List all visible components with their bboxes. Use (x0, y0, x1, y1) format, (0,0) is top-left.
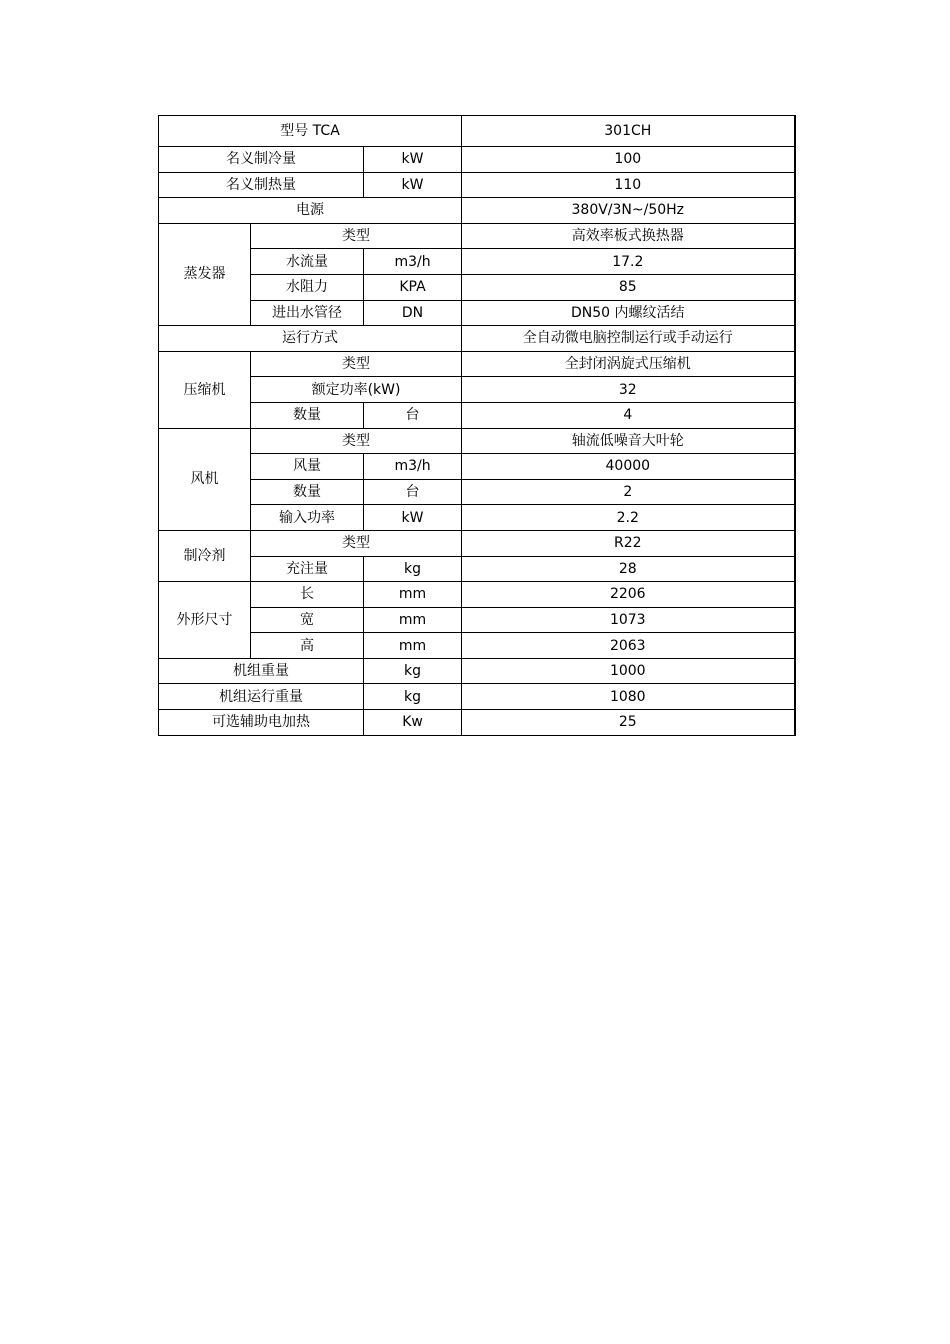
aux-heater-unit: Kw (364, 710, 462, 736)
water-flow-label: 水流量 (251, 249, 364, 275)
length-label: 长 (251, 582, 364, 608)
fan-quantity-label: 数量 (251, 479, 364, 505)
water-resistance-label: 水阻力 (251, 274, 364, 300)
aux-heater-label: 可选辅助电加热 (159, 710, 364, 736)
table-row (159, 326, 795, 352)
pipe-diameter-label: 进出水管径 (251, 300, 364, 326)
table-row (159, 172, 795, 198)
table-row (159, 249, 795, 275)
evaporator-group: 蒸发器 (159, 223, 251, 325)
table-row (159, 633, 795, 659)
compressor-type-value: 全封闭涡旋式压缩机 (462, 351, 795, 377)
compressor-group: 压缩机 (159, 351, 251, 428)
charge-unit: kg (364, 556, 462, 582)
table-row (159, 274, 795, 300)
length-unit: mm (364, 582, 462, 608)
table-row (159, 377, 795, 403)
height-unit: mm (364, 633, 462, 659)
model-value: 301CH (462, 116, 795, 147)
evaporator-type-label: 类型 (251, 223, 462, 249)
cooling-capacity-unit: kW (364, 147, 462, 173)
compressor-quantity-unit: 台 (364, 402, 462, 428)
table-row (159, 402, 795, 428)
fan-type-label: 类型 (251, 428, 462, 454)
fan-quantity-value: 2 (462, 479, 795, 505)
table-row (159, 147, 795, 173)
refrigerant-type-value: R22 (462, 530, 795, 556)
compressor-quantity-value: 4 (462, 402, 795, 428)
table-row (159, 556, 795, 582)
evaporator-type-value: 高效率板式换热器 (462, 223, 795, 249)
table-row (159, 479, 795, 505)
table-row (159, 454, 795, 480)
height-value: 2063 (462, 633, 795, 659)
table-row (159, 198, 795, 224)
unit-weight-unit: kg (364, 658, 462, 684)
pipe-diameter-value: DN50 内螺纹活结 (462, 300, 795, 326)
pipe-diameter-unit: DN (364, 300, 462, 326)
table-row (159, 658, 795, 684)
operation-mode-label: 运行方式 (159, 326, 462, 352)
water-flow-unit: m3/h (364, 249, 462, 275)
model-label: 型号 TCA (159, 116, 462, 147)
charge-label: 充注量 (251, 556, 364, 582)
cooling-capacity-label: 名义制冷量 (159, 147, 364, 173)
table-row (159, 684, 795, 710)
heating-capacity-label: 名义制热量 (159, 172, 364, 198)
refrigerant-type-label: 类型 (251, 530, 462, 556)
power-supply-value: 380V/3N~/50Hz (462, 198, 795, 224)
heating-capacity-value: 110 (462, 172, 795, 198)
fan-group: 风机 (159, 428, 251, 530)
water-resistance-unit: KPA (364, 274, 462, 300)
width-value: 1073 (462, 607, 795, 633)
air-flow-unit: m3/h (364, 454, 462, 480)
table-row (159, 428, 795, 454)
input-power-value: 2.2 (462, 505, 795, 531)
power-supply-label: 电源 (159, 198, 462, 224)
air-flow-value: 40000 (462, 454, 795, 480)
table-row (159, 116, 795, 147)
width-unit: mm (364, 607, 462, 633)
table-row (159, 300, 795, 326)
table-row (159, 607, 795, 633)
table-row (159, 351, 795, 377)
refrigerant-group: 制冷剂 (159, 530, 251, 581)
operating-weight-label: 机组运行重量 (159, 684, 364, 710)
aux-heater-value: 25 (462, 710, 795, 736)
compressor-quantity-label: 数量 (251, 402, 364, 428)
water-resistance-value: 85 (462, 274, 795, 300)
input-power-label: 输入功率 (251, 505, 364, 531)
table-row (159, 505, 795, 531)
table-row (159, 530, 795, 556)
fan-quantity-unit: 台 (364, 479, 462, 505)
rated-power-label: 额定功率(kW) (251, 377, 462, 403)
spec-sheet (158, 115, 794, 736)
spec-table (158, 115, 796, 736)
width-label: 宽 (251, 607, 364, 633)
cooling-capacity-value: 100 (462, 147, 795, 173)
operating-weight-unit: kg (364, 684, 462, 710)
dimensions-group: 外形尺寸 (159, 582, 251, 659)
fan-type-value: 轴流低噪音大叶轮 (462, 428, 795, 454)
operating-weight-value: 1080 (462, 684, 795, 710)
rated-power-value: 32 (462, 377, 795, 403)
table-row (159, 582, 795, 608)
unit-weight-value: 1000 (462, 658, 795, 684)
table-row (159, 223, 795, 249)
table-row (159, 710, 795, 736)
operation-mode-value: 全自动微电脑控制运行或手动运行 (462, 326, 795, 352)
water-flow-value: 17.2 (462, 249, 795, 275)
charge-value: 28 (462, 556, 795, 582)
air-flow-label: 风量 (251, 454, 364, 480)
heating-capacity-unit: kW (364, 172, 462, 198)
length-value: 2206 (462, 582, 795, 608)
input-power-unit: kW (364, 505, 462, 531)
height-label: 高 (251, 633, 364, 659)
unit-weight-label: 机组重量 (159, 658, 364, 684)
compressor-type-label: 类型 (251, 351, 462, 377)
